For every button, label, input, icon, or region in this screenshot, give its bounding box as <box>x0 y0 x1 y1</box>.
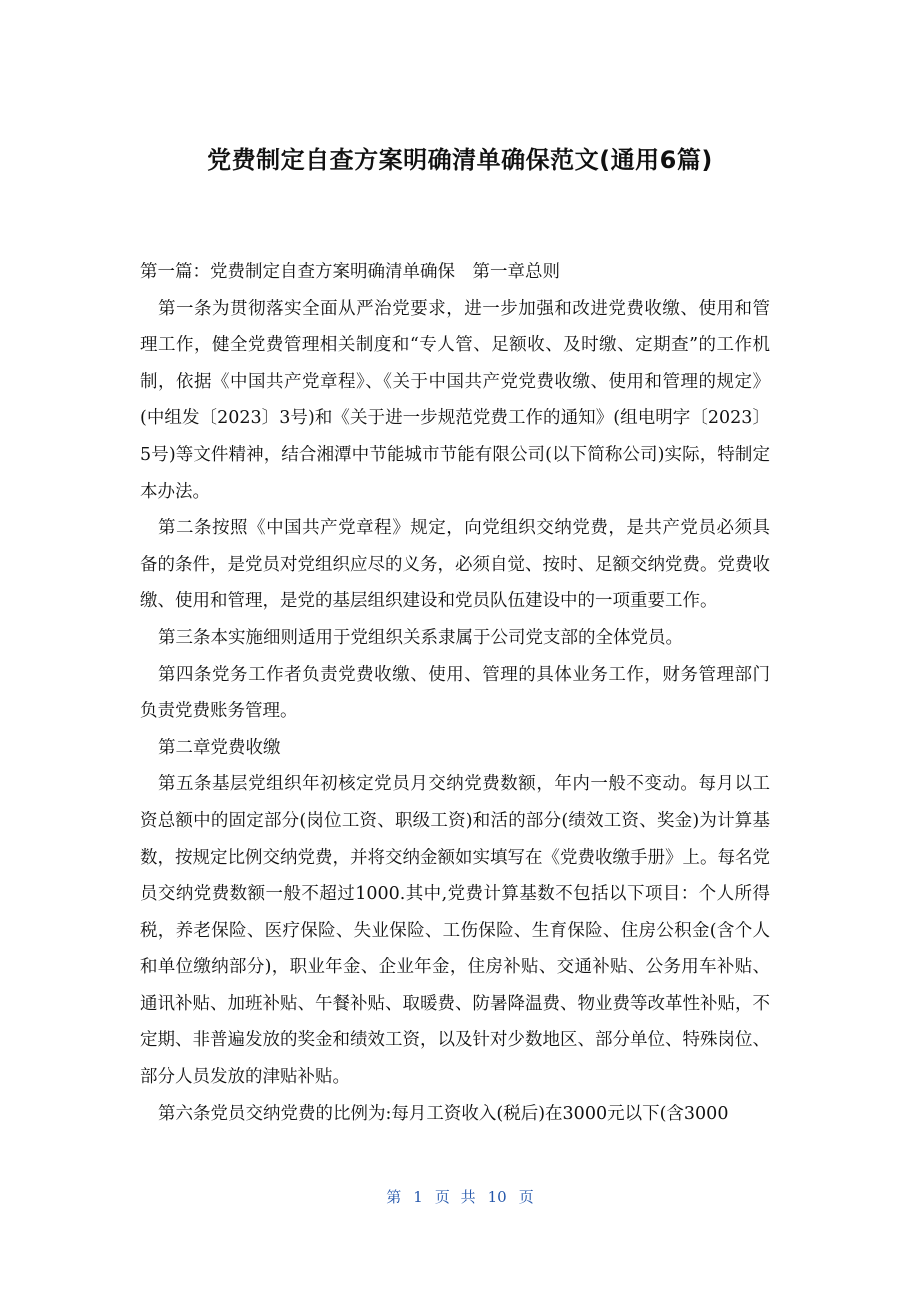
total-pages: 10 <box>487 1188 507 1206</box>
section-heading: 第一篇：党费制定自查方案明确清单确保 第一章总则 <box>140 262 560 282</box>
chapter-heading: 第二章党费收缴 <box>158 737 281 758</box>
paragraph: 第四条党务工作者负责党费收缴、使用、管理的具体业务工作，财务管理部门负责党费账务管理。 <box>140 664 770 722</box>
document-title: 党费制定自查方案明确清单确保范文(通用6篇) <box>207 146 713 174</box>
paragraph: 第三条本实施细则适用于党组织关系隶属于公司党支部的全体党员。 <box>158 627 683 648</box>
page-middle: 页 共 <box>434 1188 476 1206</box>
page-number <box>0 1186 920 1207</box>
paragraph: 第二条按照《中国共产党章程》规定，向党组织交纳党费，是共产党员必须具备的条件，是党员对党组织应尽的义务，必须自觉、按时、足额交纳党费。党费收缴、使用和管理，是党的基层组织建设和党员队伍建设中的一项重要工作。 <box>140 518 770 612</box>
paragraph: 第一条为贯彻落实全面从严治党要求，进一步加强和改进党费收缴、使用和管理工作，健全党费管理相关制度和“专人管、足额收、及时缴、定期查”的工作机制，依据《中国共产党章程》、《关于中国共产党党费收缴、使用和管理的规定》(中组发〔2023〕3号)和《关于进一步规范党费工作的通知》(组电明字〔2023〕5号)等文件精神，结合湘潭中节能城市节能有限公司(以下简称公司)实际，特制定本办法。 <box>140 298 770 502</box>
paragraph: 第六条党员交纳党费的比例为:每月工资收入(税后)在3000元以下(含3000 <box>158 1103 729 1124</box>
current-page: 1 <box>413 1188 423 1206</box>
page-suffix: 页 <box>518 1188 534 1206</box>
page-prefix: 第 <box>386 1188 402 1206</box>
document-body <box>140 254 770 1132</box>
paragraph: 第五条基层党组织年初核定党员月交纳党费数额，年内一般不变动。每月以工资总额中的固定部分(岗位工资、职级工资)和活的部分(绩效工资、奖金)为计算基数，按规定比例交纳党费，并将交纳金额如实填写在《党费收缴手册》上。每名党员交纳党费数额一般不超过1000.其中,党费计算基数不包括以下项目：个人所得税，养老保险、医疗保险、失业保险、工伤保险、生育保险、住房公积金(含个人和单位缴纳部分)，职业年金、企业年金，住房补贴、交通补贴、公务用车补贴、通讯补贴、加班补贴、午餐补贴、取暖费、防暑降温费、物业费等改革性补贴，不定期、非普遍发放的奖金和绩效工资，以及针对少数地区、部分单位、特殊岗位、部分人员发放的津贴补贴。 <box>140 774 770 1088</box>
